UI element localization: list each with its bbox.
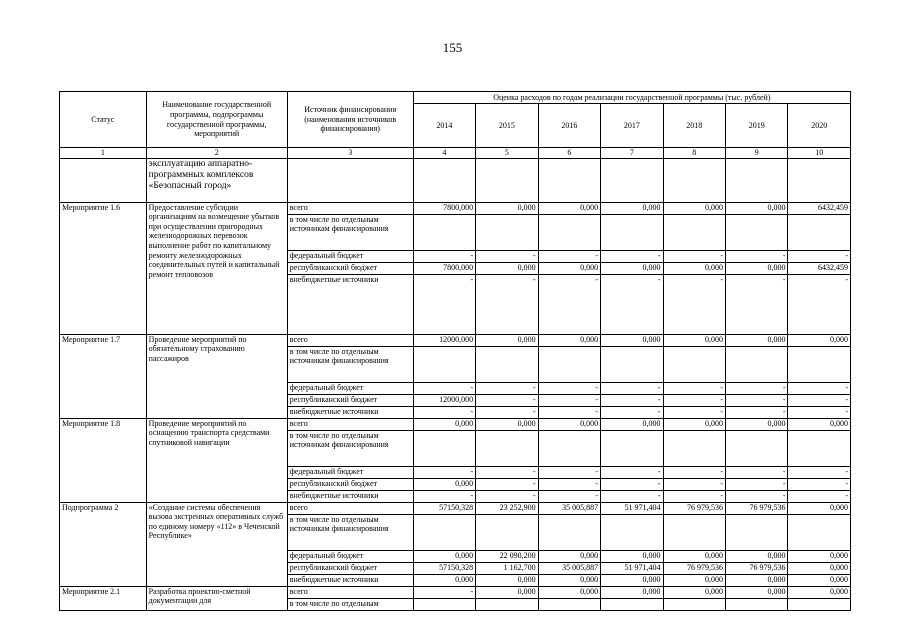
source-cell: республиканский бюджет [287,394,413,406]
value-cell [726,346,788,382]
value-cell [663,598,725,610]
value-cell [788,430,851,466]
value-cell [726,214,788,250]
value-cell: 0,000 [663,574,725,586]
value-cell: - [726,466,788,478]
value-cell: 0,000 [601,262,663,274]
value-cell: 0,000 [601,550,663,562]
value-cell: 0,000 [601,586,663,598]
value-cell: - [601,490,663,502]
value-cell: - [788,466,851,478]
source-cell: в том числе по отдельным источникам финансирования [287,214,413,250]
value-cell: 0,000 [413,478,475,490]
value-cell: 57150,328 [413,562,475,574]
name-cell: Проведение мероприятий по обязательному страхованию пассажиров [146,334,287,418]
value-cell: - [538,490,600,502]
value-cell: 0,000 [726,550,788,562]
value-cell: 0,000 [726,586,788,598]
value-cell [726,598,788,610]
value-cell [413,430,475,466]
value-cell: - [663,478,725,490]
column-number: 4 [413,148,475,159]
value-cell [538,514,600,550]
table-row [60,418,851,430]
value-cell: 35 005,887 [538,562,600,574]
value-cell: 0,000 [476,202,538,214]
value-cell: - [476,478,538,490]
value-cell: 0,000 [663,550,725,562]
name-cell: Разработка проектно-сметной документации для [146,586,287,610]
value-cell: - [726,478,788,490]
value-cell: 76 979,536 [726,562,788,574]
table-row [60,334,851,346]
value-cell: - [726,406,788,418]
source-cell: всего [287,418,413,430]
name-cell: «Создание системы обеспечения вызова экстренных оперативных служб по единому номеру «112» в Чеченской Республике» [146,502,287,586]
value-cell: 0,000 [726,262,788,274]
value-cell: 0,000 [601,574,663,586]
value-cell [663,430,725,466]
value-cell: 0,000 [538,202,600,214]
name-cell: Предоставление субсидии организациям на возмещение убытков при осуществлении пригородных железнодорожных перевозок выполнение работ по капитальному ремонту железнодорожных соединительных путей и капитальный ремонт тепловозов [146,202,287,334]
value-cell: - [601,274,663,334]
value-cell: 76 979,536 [663,562,725,574]
value-cell: - [601,466,663,478]
value-cell: - [788,274,851,334]
status-cell: Мероприятие 1.7 [60,334,147,418]
source-cell: федеральный бюджет [287,250,413,262]
value-cell: 0,000 [788,562,851,574]
value-cell: 0,000 [538,334,600,346]
value-cell [663,514,725,550]
value-cell: - [788,406,851,418]
column-number: 9 [726,148,788,159]
value-cell: 0,000 [413,550,475,562]
value-cell: - [476,382,538,394]
header-year: 2019 [726,104,788,148]
value-cell [663,346,725,382]
header-estimate: Оценка расходов по годам реализации государственной программы (тыс. рублей) [413,92,850,104]
table-row [60,202,851,214]
value-cell: - [663,406,725,418]
source-cell: внебюджетные источники [287,406,413,418]
header-year: 2016 [538,104,600,148]
value-cell: 0,000 [788,502,851,514]
value-cell [538,214,600,250]
value-cell: 0,000 [476,262,538,274]
source-cell: в том числе по отдельным источникам финансирования [287,430,413,466]
value-cell: 0,000 [476,334,538,346]
value-cell: 0,000 [538,262,600,274]
status-cell: Мероприятие 1.6 [60,202,147,334]
header-year: 2020 [788,104,851,148]
value-cell: - [663,490,725,502]
value-cell: 0,000 [788,586,851,598]
value-cell: - [663,274,725,334]
page-number: 155 [442,40,463,55]
value-cell: - [476,406,538,418]
value-cell: 0,000 [726,418,788,430]
value-cell: 0,000 [476,574,538,586]
value-cell: 0,000 [413,574,475,586]
source-cell: федеральный бюджет [287,382,413,394]
value-cell: - [538,406,600,418]
header-year: 2014 [413,104,475,148]
source-cell: республиканский бюджет [287,562,413,574]
value-cell: - [663,382,725,394]
header-year: 2017 [601,104,663,148]
value-cell: 23 252,900 [476,502,538,514]
value-cell: - [663,466,725,478]
column-number: 7 [601,148,663,159]
value-cell: - [476,490,538,502]
table-row [60,586,851,598]
value-cell: - [601,382,663,394]
value-cell [601,214,663,250]
column-number: 2 [146,148,287,159]
value-cell: - [726,382,788,394]
value-cell [538,346,600,382]
column-number: 1 [60,148,147,159]
value-cell [601,430,663,466]
header-source: Источник финансирования (наименования источников финансирования) [287,92,413,148]
value-cell [413,598,475,610]
value-cell: 0,000 [601,202,663,214]
value-cell: - [788,382,851,394]
value-cell: 0,000 [726,202,788,214]
budget-table [59,91,851,611]
source-cell: республиканский бюджет [287,478,413,490]
status-cell: Подпрограмма 2 [60,502,147,586]
source-cell: всего [287,202,413,214]
value-cell: 0,000 [663,586,725,598]
value-cell [788,514,851,550]
source-cell: всего [287,502,413,514]
source-cell: всего [287,334,413,346]
value-cell [538,430,600,466]
value-cell [601,346,663,382]
continuation-row [60,158,851,202]
value-cell: 0,000 [788,334,851,346]
value-cell: 0,000 [788,550,851,562]
value-cell: 0,000 [538,550,600,562]
value-cell: - [538,274,600,334]
name-cell: Проведение мероприятий по оснащению транспорта средствами спутниковой навигации [146,418,287,502]
value-cell: 7800,000 [413,262,475,274]
value-cell: 0,000 [663,334,725,346]
value-cell: - [601,394,663,406]
value-cell [476,214,538,250]
value-cell: 12000,000 [413,394,475,406]
value-cell [413,514,475,550]
value-cell: 0,000 [476,418,538,430]
value-cell: - [413,406,475,418]
value-cell [476,598,538,610]
value-cell: 0,000 [601,334,663,346]
value-cell: 6432,459 [788,202,851,214]
source-cell: всего [287,586,413,598]
value-cell: - [413,466,475,478]
value-cell: - [413,274,475,334]
source-cell: в том числе по отдельным источникам финансирования [287,514,413,550]
header-year: 2018 [663,104,725,148]
column-number: 5 [476,148,538,159]
value-cell [726,430,788,466]
status-cell: Мероприятие 2.1 [60,586,147,610]
value-cell [788,598,851,610]
table-row [60,502,851,514]
source-cell: внебюджетные источники [287,274,413,334]
value-cell [476,346,538,382]
header-year: 2015 [476,104,538,148]
value-cell: - [476,274,538,334]
source-cell: федеральный бюджет [287,550,413,562]
header-status: Статус [60,92,147,148]
value-cell [476,514,538,550]
column-number: 10 [788,148,851,159]
value-cell [601,514,663,550]
value-cell: - [538,250,600,262]
value-cell [726,514,788,550]
value-cell: 0,000 [726,574,788,586]
value-cell: 0,000 [413,418,475,430]
value-cell: - [413,382,475,394]
value-cell: 22 090,200 [476,550,538,562]
value-cell: - [788,250,851,262]
value-cell: - [538,394,600,406]
source-cell: в том числе по отдельным [287,598,413,610]
value-cell: - [788,490,851,502]
value-cell: 7800,000 [413,202,475,214]
value-cell: 12000,000 [413,334,475,346]
header-name: Наименование государственной программы, подпрограммы государственной программы, мероприятий [146,92,287,148]
value-cell: 0,000 [476,586,538,598]
value-cell: 0,000 [663,418,725,430]
value-cell: 0,000 [726,334,788,346]
value-cell: - [413,250,475,262]
value-cell [788,346,851,382]
value-cell: 0,000 [663,202,725,214]
value-cell: - [663,250,725,262]
value-cell: 6432,459 [788,262,851,274]
value-cell: - [476,466,538,478]
value-cell [601,598,663,610]
value-cell: - [601,250,663,262]
source-cell: федеральный бюджет [287,466,413,478]
value-cell: - [726,274,788,334]
value-cell: - [413,586,475,598]
value-cell: - [726,250,788,262]
value-cell [538,598,600,610]
column-number: 8 [663,148,725,159]
value-cell: - [538,466,600,478]
value-cell: - [476,394,538,406]
value-cell: 51 971,404 [601,562,663,574]
value-cell: - [788,394,851,406]
value-cell: - [788,478,851,490]
value-cell [663,214,725,250]
value-cell [788,214,851,250]
value-cell [413,346,475,382]
value-cell: 0,000 [601,418,663,430]
column-number: 3 [287,148,413,159]
value-cell: 0,000 [538,574,600,586]
source-cell: республиканский бюджет [287,262,413,274]
column-number: 6 [538,148,600,159]
status-cell: Мероприятие 1.8 [60,418,147,502]
value-cell [476,430,538,466]
value-cell: - [726,394,788,406]
value-cell [413,214,475,250]
value-cell: - [413,490,475,502]
source-cell: внебюджетные источники [287,490,413,502]
source-cell: внебюджетные источники [287,574,413,586]
value-cell: 51 971,404 [601,502,663,514]
value-cell: - [538,382,600,394]
value-cell: 1 162,700 [476,562,538,574]
value-cell: - [476,250,538,262]
value-cell: 0,000 [538,586,600,598]
value-cell: - [726,490,788,502]
value-cell: 0,000 [663,262,725,274]
value-cell: 76 979,536 [663,502,725,514]
source-cell: в том числе по отдельным источникам финансирования [287,346,413,382]
continuation-text: эксплуатацию аппаратно-программных комплексов «Безопасный город» [146,158,287,202]
value-cell: - [601,478,663,490]
value-cell: 0,000 [788,418,851,430]
value-cell: 35 005,887 [538,502,600,514]
value-cell: 57150,328 [413,502,475,514]
value-cell: 0,000 [788,574,851,586]
value-cell: 76 979,536 [726,502,788,514]
value-cell: - [538,478,600,490]
value-cell: - [663,394,725,406]
value-cell: 0,000 [538,418,600,430]
value-cell: - [601,406,663,418]
